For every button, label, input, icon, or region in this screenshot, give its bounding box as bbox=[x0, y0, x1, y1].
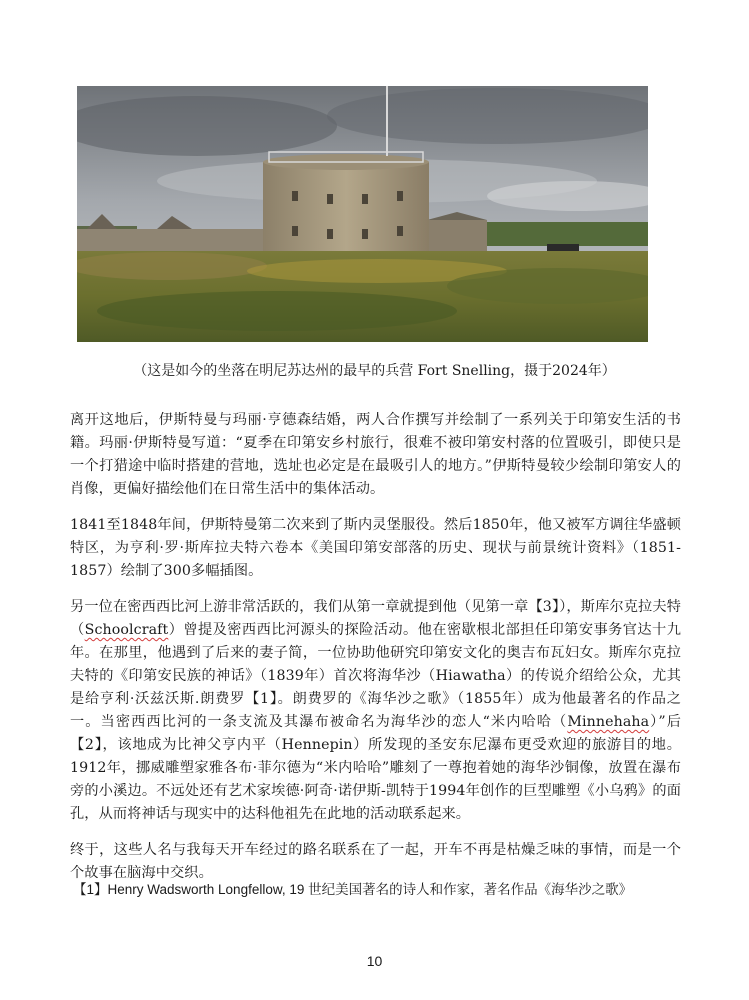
paragraph-3-text-b: ）曾提及密西西比河源头的探险活动。他在密歇根北部担任印第安事务官达十九年。在那里，他遇到了后来的妻子简，一位协助他研究印第安文化的奥吉布瓦妇女。斯库尔克拉夫特的《印第安民族的神话》（1839年）首次将海华沙（Hiawatha）的传说介绍给公众，尤其是给亨利·沃兹沃斯.朗费罗【1】。朗费罗的《海华沙之歌》（1855年）成为他最著名的作品之一。当密西西比河的一条支流及其瀑布被命名为海华沙的恋人“米内哈哈（ bbox=[70, 622, 681, 730]
spellcheck-word-minnehaha: Minnehaha bbox=[567, 714, 650, 730]
spellcheck-word-schoolcraft: Schoolcraft bbox=[84, 622, 169, 638]
paragraph-3-text-a: 另一位在密西西比河上游非常活跃的，我们从第一章就提到他（见第一章【3】），斯库尔克拉夫特（ bbox=[70, 599, 681, 638]
paragraph-3 bbox=[70, 596, 681, 826]
body-text bbox=[70, 409, 681, 898]
paragraph-3-text-c: ）”后【2】，该地成为比神父亨内平（Hennepin）所发现的圣安东尼瀑布更受欢迎的旅游目的地。1912年，挪威雕塑家雅各布·菲尔德为“米内哈哈”雕刻了一尊抱着她的海华沙铜像，放置在瀑布旁的小溪边。不远处还有艺术家埃德·阿奇·诺伊斯-凯特于1994年创作的巨型雕塑《小乌鸦》的面孔，从而将神话与现实中的达科他祖先在此地的活动联系起来。 bbox=[70, 714, 681, 822]
page-number: 10 bbox=[366, 953, 383, 969]
paragraph-1: 离开这地后，伊斯特曼与玛丽·亨德森结婚，两人合作撰写并绘制了一系列关于印第安生活的书籍。玛丽·伊斯特曼写道：“夏季在印第安乡村旅行，很难不被印第安村落的位置吸引，即使只是一个打猎途中临时搭建的营地，选址也必定是在最吸引人的地方。”伊斯特曼较少绘制印第安人的肖像，更偏好描绘他们在日常生活中的集体活动。 bbox=[70, 412, 681, 497]
photo-caption: （这是如今的坐落在明尼苏达州的最早的兵营 Fort Snelling，摄于2024年） bbox=[133, 363, 616, 379]
paragraph-2: 1841至1848年间，伊斯特曼第二次来到了斯内灵堡服役。然后1850年，他又被军方调往华盛顿特区，为亨利·罗·斯库拉夫特六卷本《美国印第安部落的历史、现状与前景统计资料》（1851-1857）绘制了300多幅插图。 bbox=[70, 517, 681, 579]
footnote: 【1】Henry Wadsworth Longfellow, 19 世纪美国著名的诗人和作家，著名作品《海华沙之歌》 bbox=[73, 882, 633, 897]
paragraph-4: 终于，这些人名与我每天开车经过的路名联系在了一起，开车不再是枯燥乏味的事情，而是一个个故事在脑海中交织。 bbox=[70, 842, 681, 881]
fort-snelling-photo bbox=[77, 86, 648, 342]
